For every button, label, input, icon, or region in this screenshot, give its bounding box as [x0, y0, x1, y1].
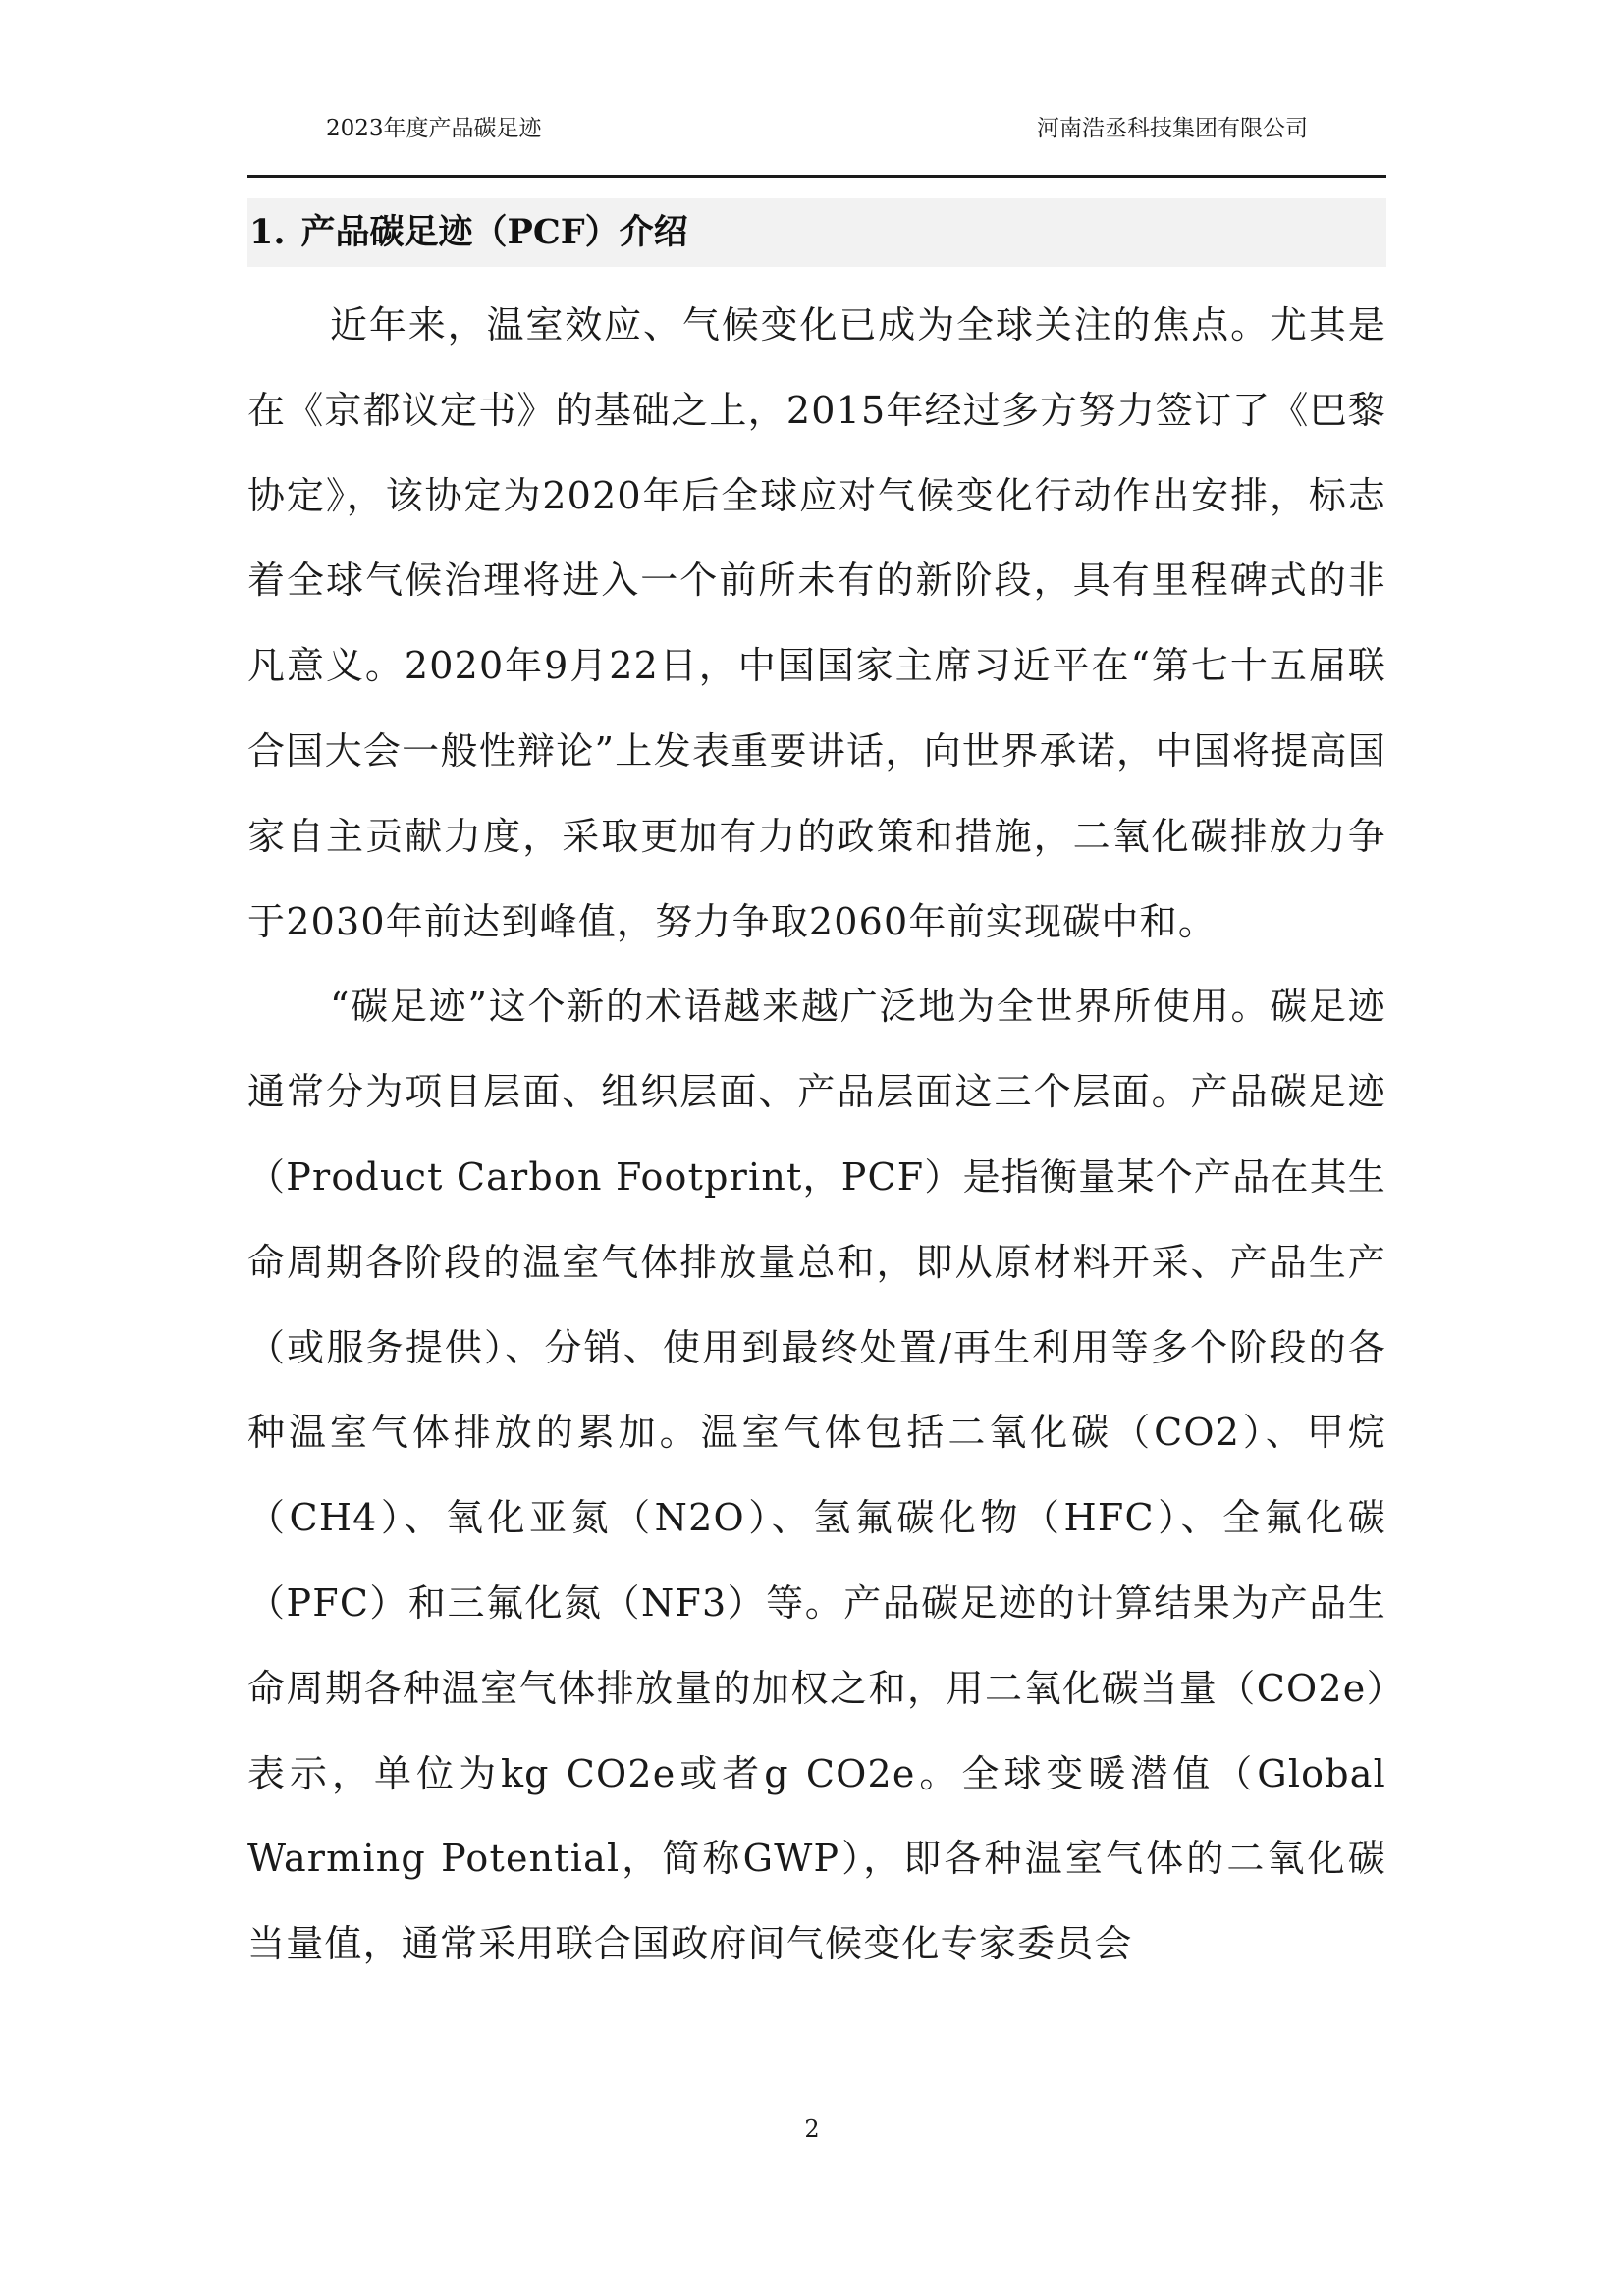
header-divider: [247, 175, 1386, 178]
document-title: 2023年度产品碳足迹: [326, 116, 542, 141]
company-name: 河南浩丞科技集团有限公司: [1037, 116, 1308, 141]
body-text: [247, 283, 1400, 1987]
page-header: [247, 0, 1386, 181]
section-number: 1.: [249, 212, 286, 252]
section-heading: [247, 198, 1386, 267]
paragraph-introduction: 近年来，温室效应、气候变化已成为全球关注的焦点。尤其是在《京都议定书》的基础之上，2015年经过多方努力签订了《巴黎协定》，该协定为2020年后全球应对气候变化行动作出安排，标志着全球气候治理将进入一个前所未有的新阶段，具有里程碑式的非凡意义。2020年9月22日，中国国家主席习近平在“第七十五届联合国大会一般性辩论”上发表重要讲话，向世界承诺，中国将提高国家自主贡献力度，采取更加有力的政策和措施，二氧化碳排放力争于2030年前达到峰值，努力争取2060年前实现碳中和。: [247, 303, 1386, 943]
page-number: 2: [804, 2115, 820, 2143]
section-title: 产品碳足迹（PCF）介绍: [300, 212, 688, 252]
paragraph-carbon-footprint: “碳足迹”这个新的术语越来越广泛地为全世界所使用。碳足迹通常分为项目层面、组织层面、产品层面这三个层面。产品碳足迹（Product Carbon Footprint，PCF）是指衡量某个产品在其生命周期各阶段的温室气体排放量总和，即从原材料开采、产品生产（或服务提供）、分销、使用到最终处置/再生利用等多个阶段的各种温室气体排放的累加。温室气体包括二氧化碳（CO2）、甲烷（CH4）、氧化亚氮（N2O）、氢氟碳化物（HFC）、全氟化碳（PFC）和三氟化氮（NF3）等。产品碳足迹的计算结果为产品生命周期各种温室气体排放量的加权之和，用二氧化碳当量（CO2e）表示，单位为kg CO2e或者g CO2e。全球变暖潜值（Global Warming Potential，简称GWP），即各种温室气体的二氧化碳当量值，通常采用联合国政府间气候变化专家委员会: [247, 985, 1400, 1966]
